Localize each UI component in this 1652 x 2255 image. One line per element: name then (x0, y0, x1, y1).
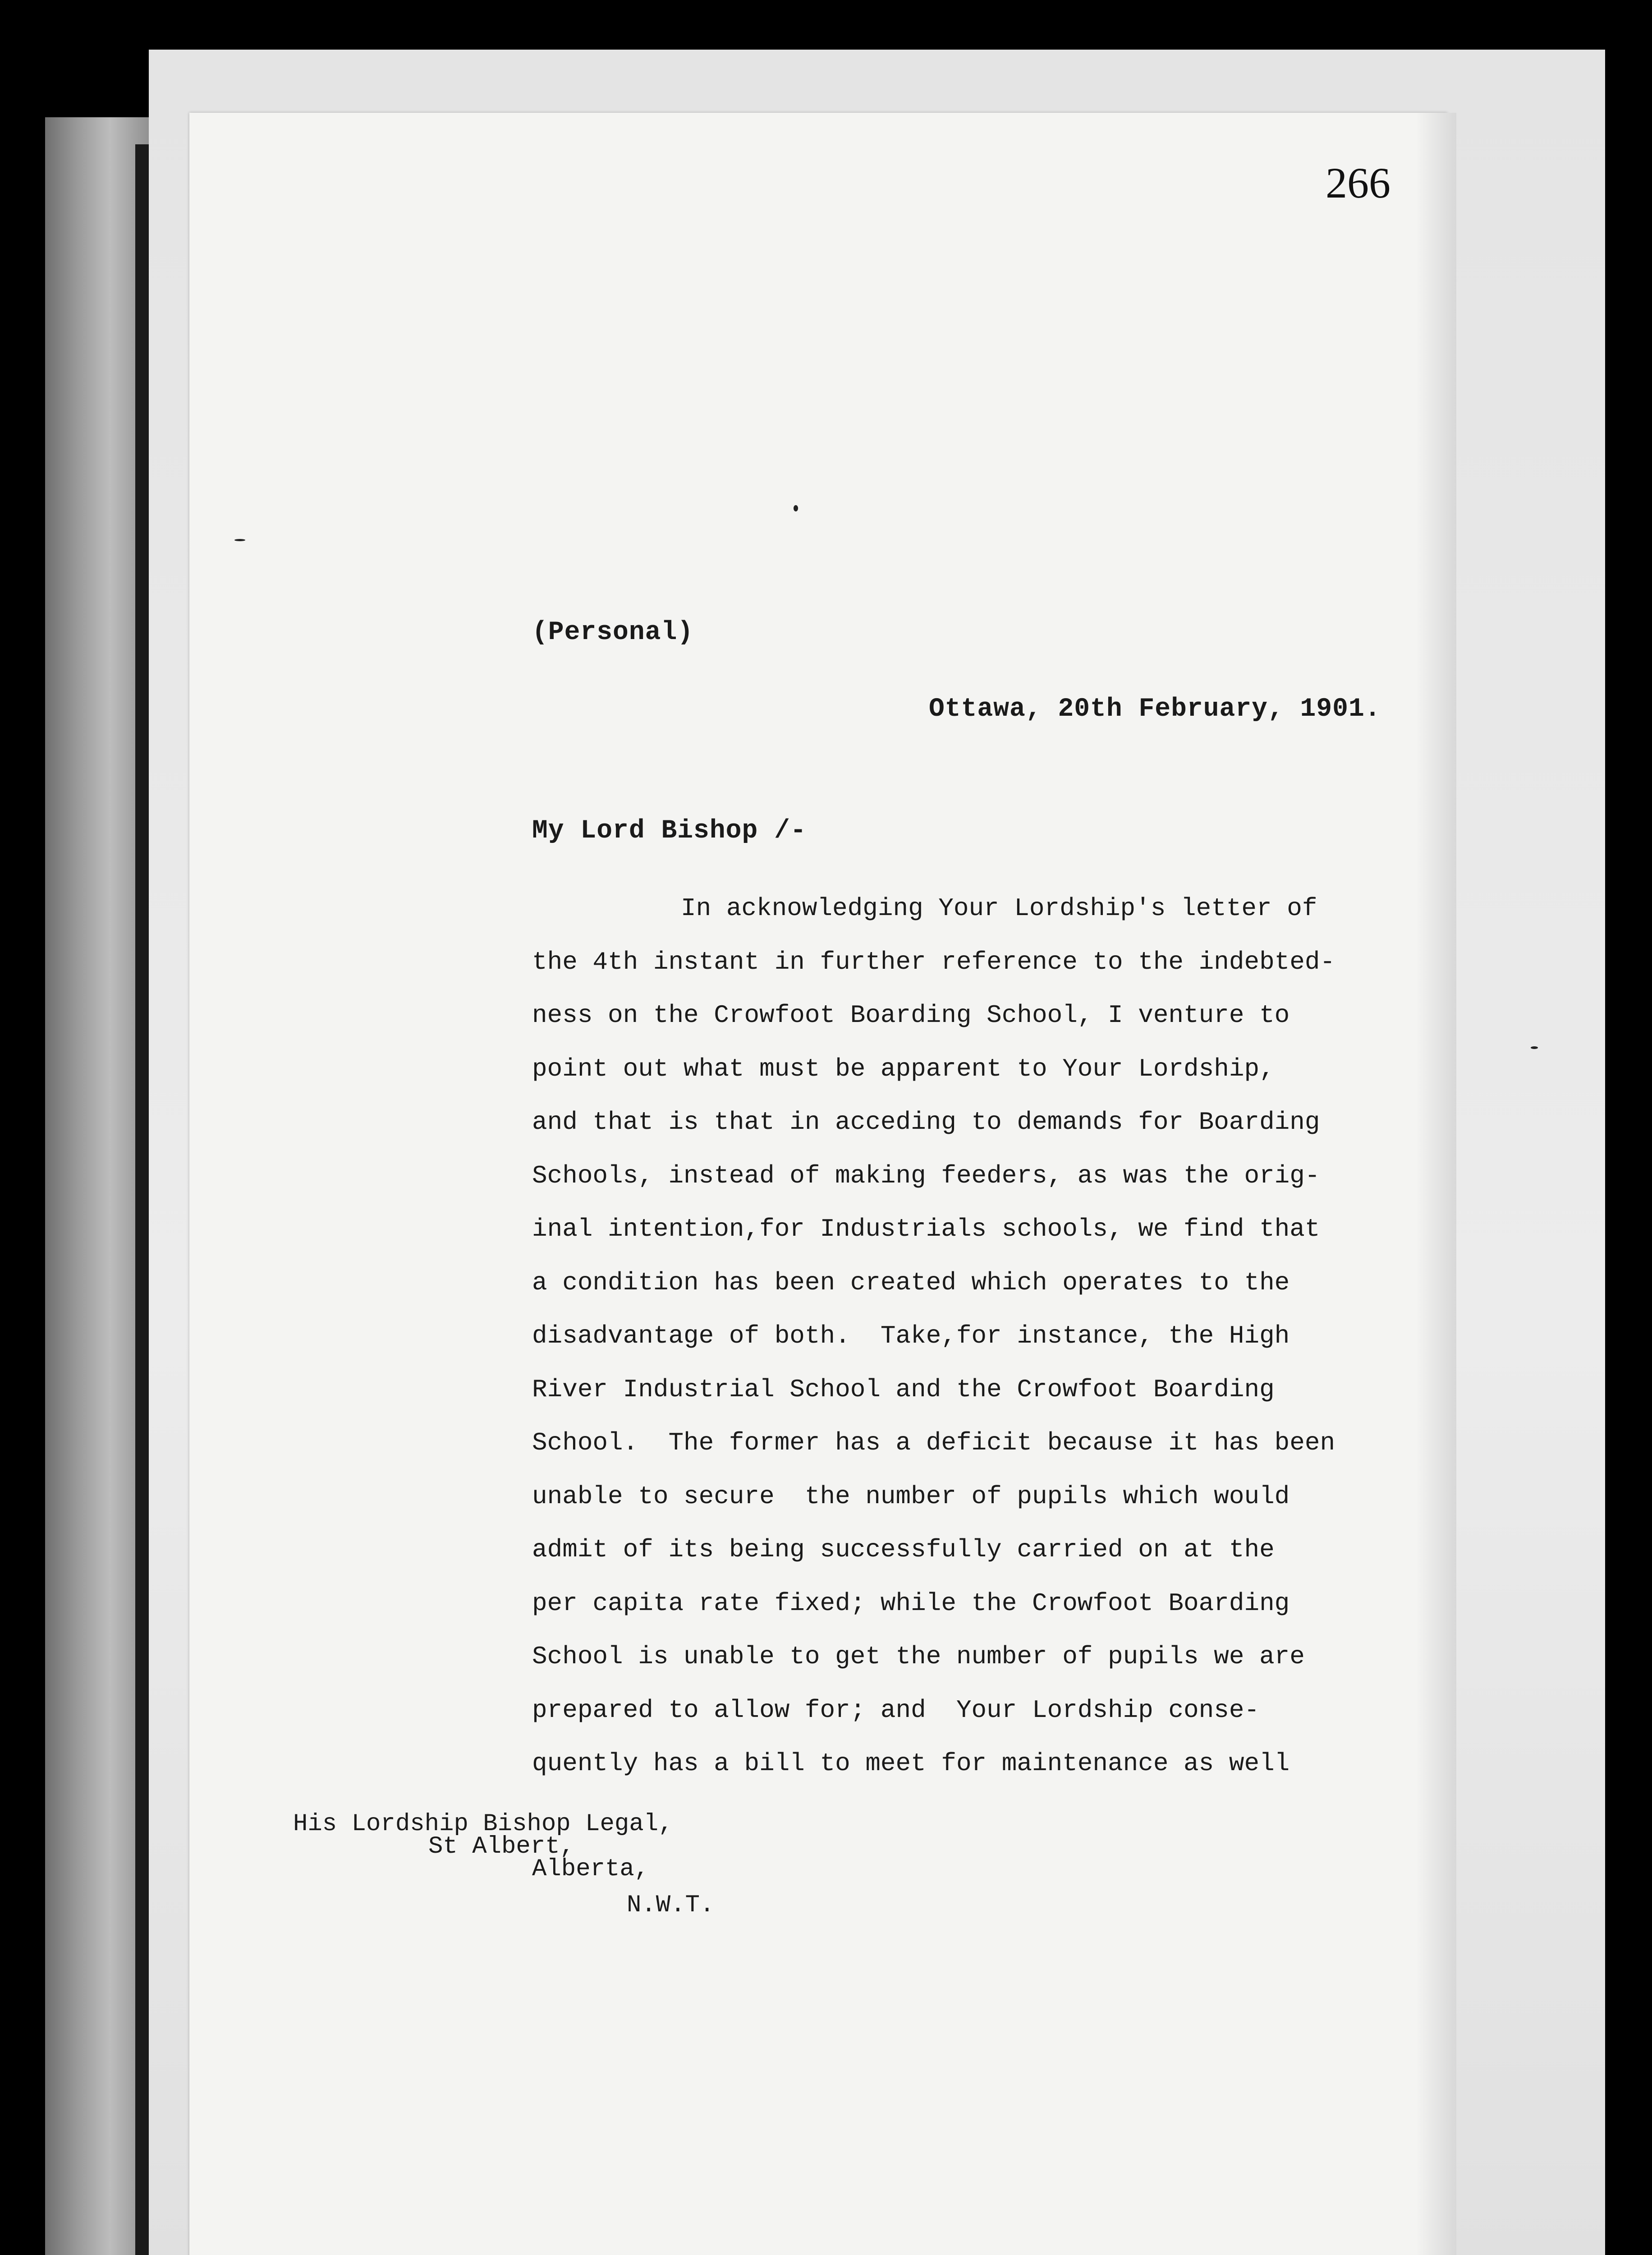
body-line: disadvantage of both. Take,for instance, the High (532, 1321, 1290, 1350)
letter-body (532, 882, 1411, 1790)
body-line: Schools, instead of making feeders, as was the orig- (532, 1161, 1320, 1190)
letter-salutation: My Lord Bishop /- (532, 816, 807, 846)
body-line: quently has a bill to meet for maintenance as well (532, 1749, 1290, 1778)
body-line: and that is that in acceding to demands for Boarding (532, 1108, 1320, 1137)
body-line: River Industrial School and the Crowfoot Boarding (532, 1375, 1275, 1404)
addressee-block (293, 1810, 715, 1921)
body-line: prepared to allow for; and Your Lordship conse- (532, 1695, 1260, 1725)
addressee-line: St Albert, (428, 1833, 575, 1860)
addressee-line: His Lordship Bishop Legal, (293, 1810, 673, 1838)
addressee-line: N.W.T. (627, 1891, 715, 1919)
body-line: School. The former has a deficit because it has been (532, 1428, 1335, 1457)
body-line: per capita rate fixed; while the Crowfoot Boarding (532, 1588, 1290, 1618)
film-speck (1531, 1046, 1538, 1049)
body-line: the 4th instant in further reference to the indebted- (532, 947, 1335, 976)
film-speck (794, 505, 798, 511)
addressee-line: Alberta, (532, 1855, 649, 1883)
body-line: a condition has been created which operates to the (532, 1268, 1290, 1297)
body-line: ness on the Crowfoot Boarding School, I venture to (532, 1001, 1290, 1030)
page-number: 266 (1326, 159, 1390, 207)
body-line: admit of its being successfully carried on at the (532, 1535, 1275, 1564)
letter-dateline: Ottawa, 20th February, 1901. (929, 695, 1381, 724)
body-line: inal intention,for Industrials schools, we find that (532, 1215, 1320, 1243)
film-speck (234, 539, 245, 541)
body-line: School is unable to get the number of pupils we are (532, 1642, 1305, 1671)
body-line: unable to secure the number of pupils which would (532, 1482, 1290, 1511)
body-line: point out what must be apparent to Your Lordship, (532, 1054, 1275, 1083)
letter-marking: (Personal) (532, 618, 694, 647)
page-right-edge (1416, 113, 1456, 2255)
body-line: In acknowledging Your Lordship's letter of (681, 894, 1317, 923)
